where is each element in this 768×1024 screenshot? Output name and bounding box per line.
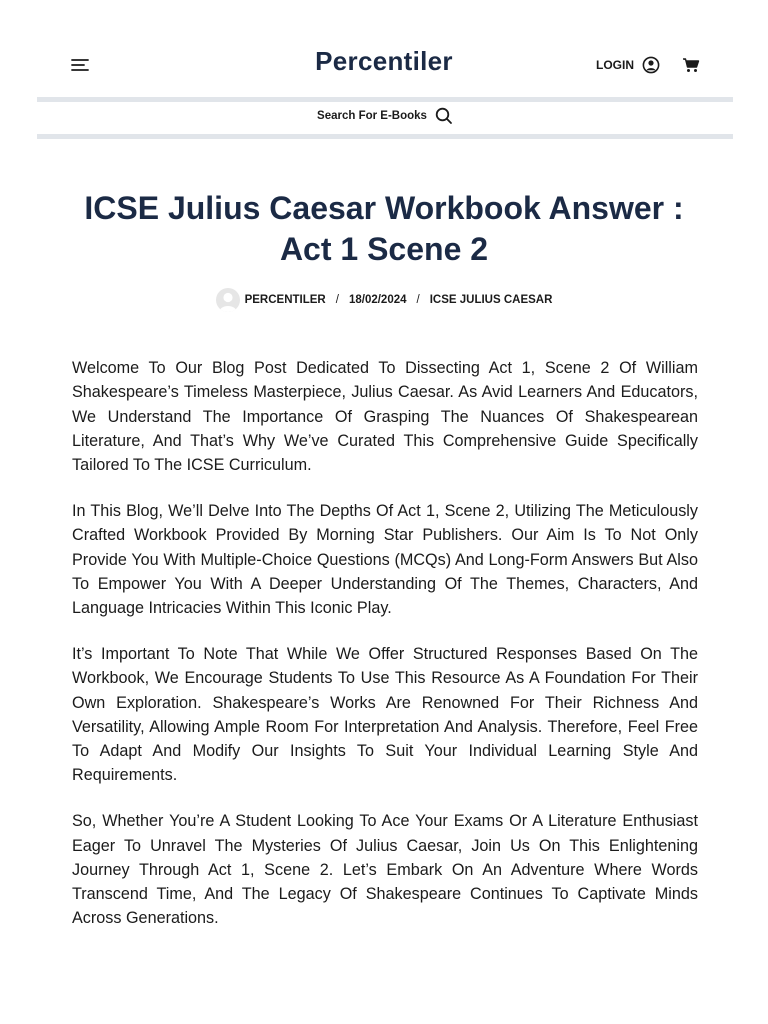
ebook-search-bar	[37, 97, 733, 139]
search-label: Search For E-Books	[317, 110, 427, 122]
meta-separator: /	[335, 294, 339, 306]
article-paragraph: So, Whether You’re A Student Looking To Ace Your Exams Or A Literature Enthusiast Eager To Unravel The Mysteries Of Julius Caesar, Join Us On This Enlightening Journey Through Act 1, Scene 2. Let’s Embark On An Adventure Where Words Transcend Time, And The Legacy Of Shakespeare Continues To Captivate Minds Across Generations.	[72, 812, 698, 928]
category-link[interactable]: ICSE JULIUS CAESAR	[429, 294, 553, 306]
avatar-person-icon	[216, 288, 240, 312]
user-circle-icon	[642, 56, 660, 74]
article-body	[72, 356, 698, 952]
article-paragraph: It’s Important To Note That While We Offer Structured Responses Based On The Workbook, We Encourage Students To Use This Resource As A Foundation For Their Own Exploration. Shakespeare’s Works Are Renowned For Their Richness And Versatility, Allowing Ample Room For Interpretation And Analysis. Therefore, Feel Free To Adapt And Modify Our Insights To Suit Your Individual Learning Style And Requirements.	[72, 644, 698, 785]
search-icon	[435, 107, 453, 125]
author-avatar[interactable]	[216, 288, 240, 312]
meta-separator: /	[416, 294, 420, 306]
page-title: ICSE Julius Caesar Workbook Answer : Act 1 Scene 2	[84, 190, 684, 267]
article-paragraph: Welcome To Our Blog Post Dedicated To Dissecting Act 1, Scene 2 Of William Shakespeare’s Timeless Masterpiece, Julius Caesar. As Avid Learners And Educators, We Understand The Importance Of Grasping The Nuances Of Shakespearean Literature, And That’s Why We’ve Curated This Comprehensive Guide Specifically Tailored To The ICSE Curriculum.	[72, 359, 698, 475]
brand-logo[interactable]: Percentiler	[315, 46, 453, 76]
cart-button[interactable]	[682, 57, 700, 73]
login-button[interactable]	[596, 56, 660, 74]
author-link[interactable]: PERCENTILER	[244, 294, 326, 306]
post-meta	[0, 288, 768, 312]
ebook-search-button[interactable]	[37, 107, 733, 125]
site-header	[0, 0, 768, 98]
login-label: LOGIN	[596, 58, 634, 72]
article-paragraph: In This Blog, We’ll Delve Into The Depths Of Act 1, Scene 2, Utilizing The Meticulously Crafted Workbook Provided By Morning Star Publishers. Our Aim Is To Not Only Provide You With Multiple-Choice Questions (MCQs) And Long-Form Answers But Also To Empower You With A Deeper Understanding Of The Themes, Characters, And Language Intricacies Within This Iconic Play.	[72, 501, 698, 618]
cart-icon	[682, 57, 700, 73]
post-date: 18/02/2024	[348, 294, 407, 306]
